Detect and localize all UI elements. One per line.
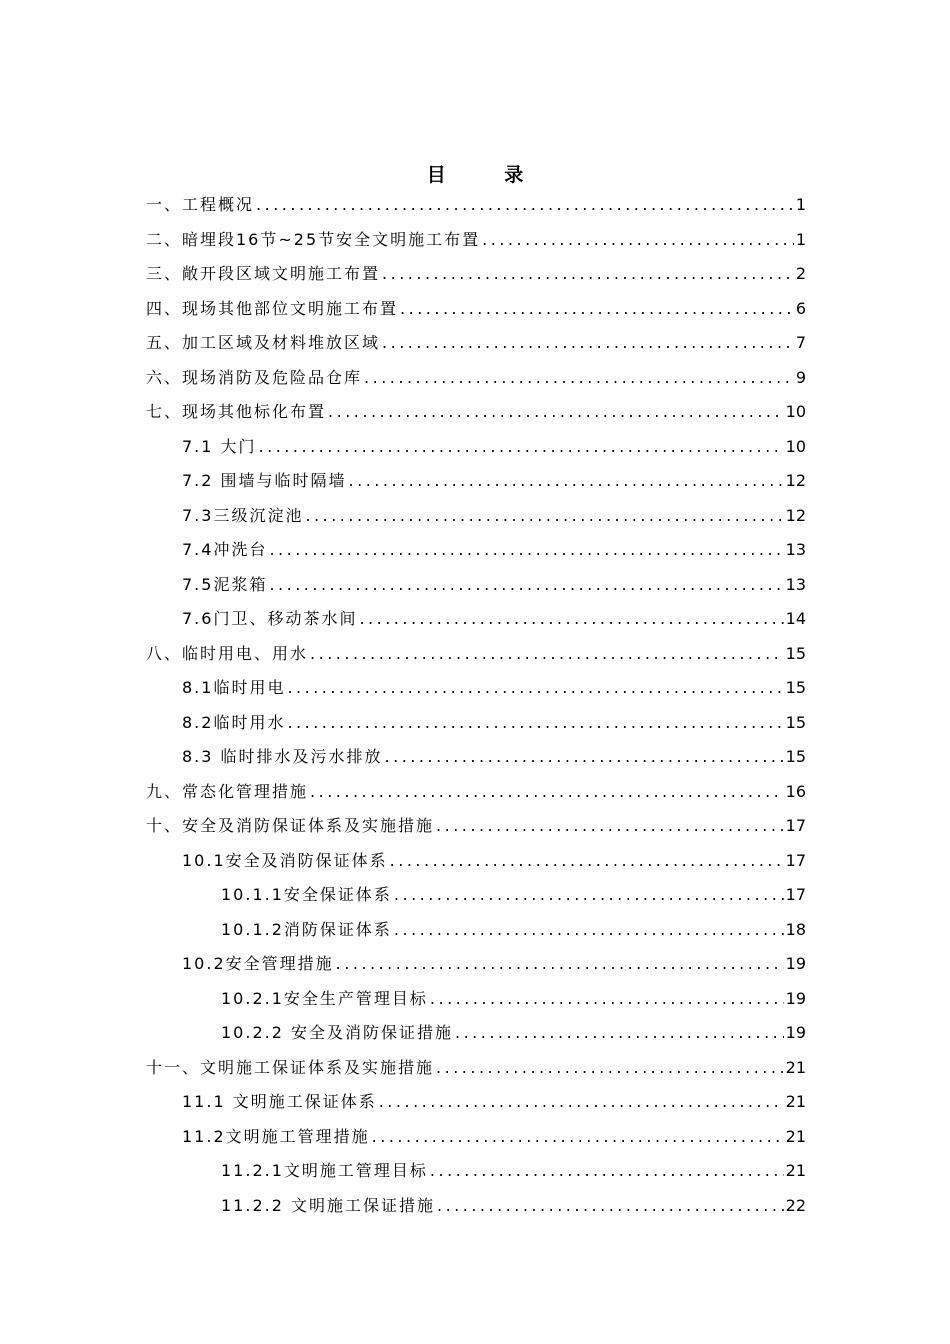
toc-entry-label: 10.1.1安全保证体系 — [221, 885, 392, 904]
toc-entry-label: 10.2安全管理措施 — [182, 954, 334, 973]
toc-entry-label: 8.2临时用水 — [182, 712, 286, 732]
toc-entry[interactable] — [146, 878, 806, 913]
toc-entry-page-number: 16 — [785, 781, 806, 801]
toc-entry-page-number: 12 — [785, 505, 806, 525]
toc-entry[interactable] — [146, 740, 806, 775]
toc-entry-page-number: 19 — [785, 954, 806, 973]
toc-leader-dots — [269, 568, 783, 603]
toc-entry-page-number: 14 — [785, 609, 806, 628]
toc-entry-page-number: 19 — [785, 988, 806, 1008]
toc-entry-page-number: 15 — [785, 747, 806, 766]
toc-leader-dots — [379, 1085, 784, 1120]
toc-entry-label: 7.6门卫、移动茶水间 — [182, 609, 358, 628]
toc-entry-label: 7.2 围墙与临时隔墙 — [182, 471, 347, 490]
toc-entry-label: 五、加工区域及材料堆放区域 — [146, 333, 381, 352]
toc-leader-dots — [382, 257, 794, 292]
toc-entry-label: 7.4冲洗台 — [182, 540, 268, 559]
toc-entry-label: 九、常态化管理措施 — [146, 781, 309, 801]
toc-leader-dots — [430, 982, 784, 1017]
toc-entry-page-number: 15 — [785, 678, 806, 697]
toc-entry-page-number: 7 — [795, 333, 806, 352]
toc-leader-dots — [382, 326, 794, 361]
toc-leader-dots — [310, 775, 784, 810]
toc-entry-label: 十、安全及消防保证体系及实施措施 — [146, 816, 435, 835]
toc-entry-label: 10.2.2 安全及消防保证措施 — [221, 1023, 453, 1042]
toc-entry-label: 7.1 大门 — [182, 436, 257, 456]
toc-entry-label: 10.1.2消防保证体系 — [221, 919, 392, 939]
toc-leader-dots — [436, 1051, 784, 1086]
toc-entry[interactable] — [146, 292, 806, 327]
toc-leader-dots — [336, 947, 784, 982]
toc-entry[interactable] — [146, 533, 806, 568]
toc-entry[interactable] — [146, 223, 806, 258]
toc-entry[interactable] — [146, 809, 806, 844]
toc-leader-dots — [359, 602, 783, 637]
toc-entry[interactable] — [146, 706, 806, 741]
toc-leader-dots — [328, 395, 784, 430]
toc-entry[interactable] — [146, 188, 806, 223]
toc-entry-label: 二、暗埋段16节~25节安全文明施工布置 — [146, 229, 481, 249]
toc-entry-page-number: 1 — [795, 195, 806, 214]
toc-entry-page-number: 21 — [785, 1161, 806, 1180]
toc-entry-label: 10.1安全及消防保证体系 — [182, 850, 388, 870]
toc-leader-dots — [385, 740, 784, 775]
toc-entry-page-number: 15 — [785, 712, 806, 732]
toc-leader-dots — [390, 844, 784, 879]
toc-entry-label: 三、敞开段区域文明施工布置 — [146, 264, 381, 283]
toc-entry-label: 7.5泥浆箱 — [182, 574, 268, 594]
toc-entry[interactable] — [146, 1120, 806, 1155]
toc-entry[interactable] — [146, 947, 806, 982]
toc-leader-dots — [455, 1016, 784, 1051]
toc-entry-label: 四、现场其他部位文明施工布置 — [146, 298, 399, 318]
toc-entry-label: 十一、文明施工保证体系及实施措施 — [146, 1057, 435, 1077]
toc-leader-dots — [394, 878, 784, 913]
toc-entry[interactable] — [146, 257, 806, 292]
toc-entry[interactable] — [146, 671, 806, 706]
toc-leader-dots — [259, 430, 784, 465]
toc-entry[interactable] — [146, 395, 806, 430]
toc-leader-dots — [310, 637, 784, 672]
toc-leader-dots — [256, 188, 794, 223]
table-of-contents — [146, 188, 806, 1223]
toc-entry-label: 10.2.1安全生产管理目标 — [221, 988, 428, 1008]
toc-entry-label: 11.1 文明施工保证体系 — [182, 1092, 377, 1111]
toc-entry-page-number: 12 — [785, 471, 806, 490]
toc-leader-dots — [287, 706, 783, 741]
toc-entry-label: 8.3 临时排水及污水排放 — [182, 747, 383, 766]
toc-entry-label: 11.2文明施工管理措施 — [182, 1126, 370, 1146]
toc-entry-page-number: 21 — [785, 1092, 806, 1111]
toc-leader-dots — [394, 913, 784, 948]
toc-entry-page-number: 22 — [785, 1195, 806, 1215]
toc-entry[interactable] — [146, 1016, 806, 1051]
toc-entry[interactable] — [146, 775, 806, 810]
toc-entry[interactable] — [146, 499, 806, 534]
toc-entry-page-number: 6 — [795, 298, 806, 318]
toc-entry-page-number: 13 — [785, 540, 806, 559]
toc-entry[interactable] — [146, 464, 806, 499]
toc-entry-label: 7.3三级沉淀池 — [182, 505, 304, 525]
toc-entry[interactable] — [146, 430, 806, 465]
toc-entry[interactable] — [146, 1051, 806, 1086]
toc-entry-page-number: 17 — [785, 885, 806, 904]
toc-entry-page-number: 17 — [785, 850, 806, 870]
toc-entry[interactable] — [146, 982, 806, 1017]
toc-entry-page-number: 15 — [785, 643, 806, 663]
toc-entry[interactable] — [146, 1154, 806, 1189]
toc-entry[interactable] — [146, 1085, 806, 1120]
toc-entry-page-number: 9 — [795, 367, 806, 387]
toc-leader-dots — [364, 361, 794, 396]
toc-leader-dots — [482, 223, 794, 258]
toc-entry-page-number: 21 — [785, 1057, 806, 1077]
toc-entry-label: 11.2.2 文明施工保证措施 — [221, 1195, 435, 1215]
toc-entry-label: 一、工程概况 — [146, 195, 255, 214]
toc-entry[interactable] — [146, 326, 806, 361]
toc-entry-label: 8.1临时用电 — [182, 678, 286, 697]
toc-entry-page-number: 10 — [785, 402, 806, 421]
toc-entry-page-number: 19 — [785, 1023, 806, 1042]
toc-leader-dots — [305, 499, 783, 534]
toc-entry-page-number: 17 — [785, 816, 806, 835]
toc-entry-page-number: 18 — [785, 919, 806, 939]
toc-entry-page-number: 21 — [785, 1126, 806, 1146]
toc-entry[interactable] — [146, 1189, 806, 1224]
toc-entry[interactable] — [146, 568, 806, 603]
toc-leader-dots — [437, 1189, 784, 1224]
toc-entry-page-number: 10 — [785, 436, 806, 456]
toc-leader-dots — [372, 1120, 784, 1155]
toc-entry-page-number: 2 — [795, 264, 806, 283]
toc-entry-label: 七、现场其他标化布置 — [146, 402, 327, 421]
toc-entry-label: 11.2.1文明施工管理目标 — [221, 1161, 428, 1180]
toc-entry[interactable] — [146, 844, 806, 879]
toc-entry[interactable] — [146, 602, 806, 637]
toc-leader-dots — [430, 1154, 784, 1189]
toc-leader-dots — [436, 809, 784, 844]
toc-leader-dots — [400, 292, 794, 327]
toc-entry-label: 六、现场消防及危险品仓库 — [146, 367, 363, 387]
toc-leader-dots — [269, 533, 783, 568]
toc-entry-page-number: 13 — [785, 574, 806, 594]
toc-entry[interactable] — [146, 637, 806, 672]
toc-entry-label: 八、临时用电、用水 — [146, 643, 309, 663]
toc-entry[interactable] — [146, 913, 806, 948]
toc-leader-dots — [287, 671, 783, 706]
toc-title: 目 录 — [426, 164, 550, 186]
toc-entry[interactable] — [146, 361, 806, 396]
toc-leader-dots — [349, 464, 784, 499]
toc-entry-page-number: 1 — [795, 229, 806, 249]
